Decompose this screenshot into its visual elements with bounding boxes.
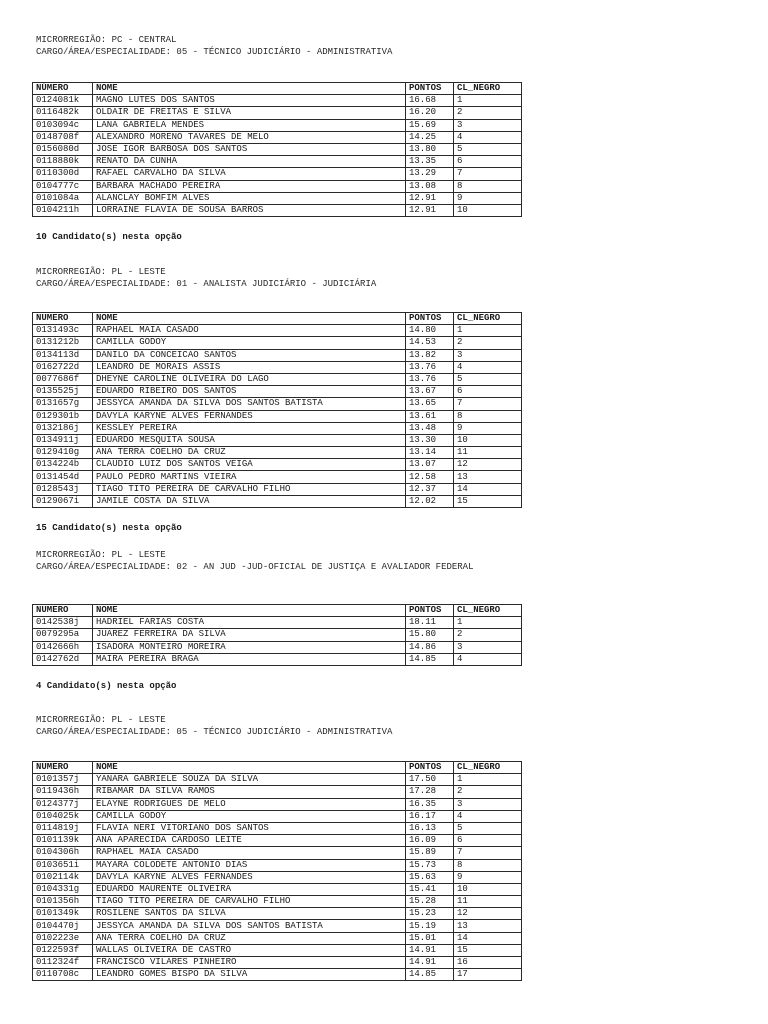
nome-cell: HADRIEL FARIAS COSTA (93, 617, 406, 629)
cl-negro-cell: 17 (454, 969, 522, 981)
cl-negro-cell: 15 (454, 944, 522, 956)
pontos-cell: 13.48 (406, 422, 454, 434)
header-numero: NÚMERO (33, 83, 93, 95)
cl-negro-cell: 10 (454, 204, 522, 216)
numero-cell: 0131454d (33, 471, 93, 483)
pontos-cell: 15.63 (406, 871, 454, 883)
header-cl-negro: CL_NEGRO (454, 83, 522, 95)
numero-cell: 0129301b (33, 410, 93, 422)
nome-cell: LEANDRO DE MORAIS ASSIS (93, 361, 406, 373)
nome-cell: EDUARDO MAURENTE OLIVEIRA (93, 883, 406, 895)
candidate-count-summary: 4 Candidato(s) nesta opção (36, 681, 177, 691)
nome-cell: PAULO PEDRO MARTINS VIEIRA (93, 471, 406, 483)
pontos-cell: 13.67 (406, 386, 454, 398)
nome-cell: FRANCISCO VILARES PINHEIRO (93, 957, 406, 969)
table-row (33, 969, 522, 981)
nome-cell: ALANCLAY BOMFIM ALVES (93, 192, 406, 204)
table-row (33, 386, 522, 398)
pontos-cell: 13.07 (406, 459, 454, 471)
cl-negro-cell: 4 (454, 810, 522, 822)
nome-cell: JOSE IGOR BARBOSA DOS SANTOS (93, 143, 406, 155)
pontos-cell: 13.30 (406, 434, 454, 446)
pontos-cell: 14.91 (406, 957, 454, 969)
header-numero: NUMERO (33, 605, 93, 617)
nome-cell: CAMILLA GODOY (93, 810, 406, 822)
pontos-cell: 16.17 (406, 810, 454, 822)
candidate-count-summary: 10 Candidato(s) nesta opção (36, 232, 182, 242)
numero-cell: 0103651i (33, 859, 93, 871)
pontos-cell: 15.01 (406, 932, 454, 944)
header-cl-negro: CL_NEGRO (454, 313, 522, 325)
table-row (33, 143, 522, 155)
pontos-cell: 14.80 (406, 325, 454, 337)
numero-cell: 0142762d (33, 653, 93, 665)
cl-negro-cell: 10 (454, 434, 522, 446)
numero-cell: 0122593f (33, 944, 93, 956)
header-nome: NOME (93, 83, 406, 95)
pontos-cell: 12.91 (406, 192, 454, 204)
nome-cell: JAMILE COSTA DA SILVA (93, 495, 406, 507)
cl-negro-cell: 14 (454, 932, 522, 944)
numero-cell: 0101349k (33, 908, 93, 920)
nome-cell: ANA TERRA COELHO DA CRUZ (93, 932, 406, 944)
cl-negro-cell: 13 (454, 471, 522, 483)
cargo-heading: CARGO/ÁREA/ESPECIALIDADE: 02 - AN JUD -JUD-OFICIAL DE JUSTIÇA E AVALIADOR FEDERAL (36, 562, 474, 572)
cl-negro-cell: 11 (454, 896, 522, 908)
table-row (33, 835, 522, 847)
pontos-cell: 15.23 (406, 908, 454, 920)
table-row (33, 180, 522, 192)
pontos-cell: 15.19 (406, 920, 454, 932)
cl-negro-cell: 15 (454, 495, 522, 507)
table-row (33, 156, 522, 168)
numero-cell: 0131657g (33, 398, 93, 410)
numero-cell: 0131212b (33, 337, 93, 349)
cl-negro-cell: 14 (454, 483, 522, 495)
table-row (33, 483, 522, 495)
cargo-heading: CARGO/ÁREA/ESPECIALIDADE: 05 - TÉCNICO JUDICIÁRIO - ADMINISTRATIVA (36, 727, 393, 737)
table-row (33, 337, 522, 349)
table-row (33, 883, 522, 895)
pontos-cell: 15.80 (406, 629, 454, 641)
nome-cell: LANA GABRIELA MENDES (93, 119, 406, 131)
pontos-cell: 15.41 (406, 883, 454, 895)
nome-cell: CLAUDIO LUIZ DOS SANTOS VEIGA (93, 459, 406, 471)
numero-cell: 0119436h (33, 786, 93, 798)
pontos-cell: 15.73 (406, 859, 454, 871)
nome-cell: TIAGO TITO PEREIRA DE CARVALHO FILHO (93, 896, 406, 908)
pontos-cell: 13.65 (406, 398, 454, 410)
numero-cell: 0101357j (33, 774, 93, 786)
table-row (33, 944, 522, 956)
cl-negro-cell: 5 (454, 373, 522, 385)
table-row (33, 629, 522, 641)
table-row (33, 434, 522, 446)
numero-cell: 0101356h (33, 896, 93, 908)
table-row (33, 617, 522, 629)
table-row (33, 361, 522, 373)
nome-cell: ISADORA MONTEIRO MOREIRA (93, 641, 406, 653)
cl-negro-cell: 11 (454, 447, 522, 459)
pontos-cell: 14.91 (406, 944, 454, 956)
header-cl-negro: CL_NEGRO (454, 605, 522, 617)
table-row (33, 349, 522, 361)
header-nome: NOME (93, 762, 406, 774)
numero-cell: 0104777c (33, 180, 93, 192)
table-row (33, 373, 522, 385)
table-row (33, 847, 522, 859)
pontos-cell: 15.28 (406, 896, 454, 908)
pontos-cell: 13.82 (406, 349, 454, 361)
numero-cell: 0103094c (33, 119, 93, 131)
pontos-cell: 14.85 (406, 969, 454, 981)
header-nome: NOME (93, 605, 406, 617)
table-header-row (33, 83, 522, 95)
nome-cell: ANA APARECIDA CARDOSO LEITE (93, 835, 406, 847)
table-row (33, 653, 522, 665)
numero-cell: 0131493c (33, 325, 93, 337)
table-row (33, 871, 522, 883)
nome-cell: CAMILLA GODOY (93, 337, 406, 349)
table-row (33, 119, 522, 131)
cl-negro-cell: 8 (454, 180, 522, 192)
nome-cell: RIBAMAR DA SILVA RAMOS (93, 786, 406, 798)
table-row (33, 471, 522, 483)
table-row (33, 422, 522, 434)
numero-cell: 0104331g (33, 883, 93, 895)
results-table (32, 82, 522, 217)
nome-cell: LORRAINE FLAVIA DE SOUSA BARROS (93, 204, 406, 216)
pontos-cell: 16.09 (406, 835, 454, 847)
pontos-cell: 17.28 (406, 786, 454, 798)
cargo-heading: CARGO/ÁREA/ESPECIALIDADE: 05 - TÉCNICO JUDICIÁRIO - ADMINISTRATIVA (36, 47, 393, 57)
table-row (33, 459, 522, 471)
numero-cell: 0112324f (33, 957, 93, 969)
cl-negro-cell: 7 (454, 168, 522, 180)
cl-negro-cell: 1 (454, 325, 522, 337)
cl-negro-cell: 7 (454, 847, 522, 859)
table-row (33, 447, 522, 459)
cl-negro-cell: 6 (454, 156, 522, 168)
pontos-cell: 16.20 (406, 107, 454, 119)
numero-cell: 0134911j (33, 434, 93, 446)
numero-cell: 0128543j (33, 483, 93, 495)
table-row (33, 810, 522, 822)
numero-cell: 0077686f (33, 373, 93, 385)
nome-cell: LEANDRO GOMES BISPO DA SILVA (93, 969, 406, 981)
pontos-cell: 13.29 (406, 168, 454, 180)
nome-cell: WALLAS OLIVEIRA DE CASTRO (93, 944, 406, 956)
results-table (32, 761, 522, 981)
table-row (33, 798, 522, 810)
numero-cell: 0124377j (33, 798, 93, 810)
cl-negro-cell: 10 (454, 883, 522, 895)
header-pontos: PONTOS (406, 83, 454, 95)
pontos-cell: 14.25 (406, 131, 454, 143)
cl-negro-cell: 3 (454, 119, 522, 131)
cargo-heading: CARGO/ÁREA/ESPECIALIDADE: 01 - ANALISTA JUDICIÁRIO - JUDICIÁRIA (36, 279, 377, 289)
cl-negro-cell: 4 (454, 653, 522, 665)
results-table (32, 312, 522, 508)
table-row (33, 920, 522, 932)
numero-cell: 0102223e (33, 932, 93, 944)
numero-cell: 0162722d (33, 361, 93, 373)
nome-cell: RENATO DA CUNHA (93, 156, 406, 168)
nome-cell: OLDAIR DE FREITAS E SILVA (93, 107, 406, 119)
numero-cell: 0114819j (33, 822, 93, 834)
cl-negro-cell: 1 (454, 774, 522, 786)
numero-cell: 0102114k (33, 871, 93, 883)
header-pontos: PONTOS (406, 762, 454, 774)
nome-cell: DAVYLA KARYNE ALVES FERNANDES (93, 871, 406, 883)
nome-cell: BARBARA MACHADO PEREIRA (93, 180, 406, 192)
microrregiao-heading: MICRORREGIÃO: PL - LESTE (36, 267, 166, 277)
pontos-cell: 16.68 (406, 95, 454, 107)
pontos-cell: 13.76 (406, 361, 454, 373)
cl-negro-cell: 8 (454, 859, 522, 871)
nome-cell: ALEXANDRO MORENO TAVARES DE MELO (93, 131, 406, 143)
table-row (33, 168, 522, 180)
nome-cell: EDUARDO MESQUITA SOUSA (93, 434, 406, 446)
cl-negro-cell: 2 (454, 629, 522, 641)
table-row (33, 774, 522, 786)
nome-cell: MAYARA COLODETE ANTONIO DIAS (93, 859, 406, 871)
pontos-cell: 15.69 (406, 119, 454, 131)
pontos-cell: 13.80 (406, 143, 454, 155)
cl-negro-cell: 9 (454, 422, 522, 434)
candidate-count-summary: 15 Candidato(s) nesta opção (36, 523, 182, 533)
pontos-cell: 12.02 (406, 495, 454, 507)
table-row (33, 131, 522, 143)
table-row (33, 398, 522, 410)
cl-negro-cell: 1 (454, 617, 522, 629)
nome-cell: JESSYCA AMANDA DA SILVA DOS SANTOS BATISTA (93, 920, 406, 932)
pontos-cell: 14.85 (406, 653, 454, 665)
numero-cell: 0104211h (33, 204, 93, 216)
nome-cell: RAPHAEL MAIA CASADO (93, 325, 406, 337)
numero-cell: 0124081k (33, 95, 93, 107)
pontos-cell: 12.37 (406, 483, 454, 495)
table-row (33, 896, 522, 908)
numero-cell: 0118880k (33, 156, 93, 168)
cl-negro-cell: 13 (454, 920, 522, 932)
header-pontos: PONTOS (406, 313, 454, 325)
header-pontos: PONTOS (406, 605, 454, 617)
microrregiao-heading: MICRORREGIÃO: PC - CENTRAL (36, 35, 177, 45)
cl-negro-cell: 5 (454, 143, 522, 155)
numero-cell: 0129067i (33, 495, 93, 507)
cl-negro-cell: 9 (454, 871, 522, 883)
numero-cell: 0101084a (33, 192, 93, 204)
table-row (33, 641, 522, 653)
cl-negro-cell: 2 (454, 107, 522, 119)
numero-cell: 0079295a (33, 629, 93, 641)
microrregiao-heading: MICRORREGIÃO: PL - LESTE (36, 715, 166, 725)
nome-cell: MAIRA PEREIRA BRAGA (93, 653, 406, 665)
table-row (33, 822, 522, 834)
pontos-cell: 14.53 (406, 337, 454, 349)
cl-negro-cell: 5 (454, 822, 522, 834)
pontos-cell: 16.35 (406, 798, 454, 810)
numero-cell: 0142538j (33, 617, 93, 629)
pontos-cell: 13.61 (406, 410, 454, 422)
table-row (33, 204, 522, 216)
numero-cell: 0148708f (33, 131, 93, 143)
cl-negro-cell: 4 (454, 361, 522, 373)
header-cl-negro: CL_NEGRO (454, 762, 522, 774)
table-row (33, 192, 522, 204)
nome-cell: TIAGO TITO PEREIRA DE CARVALHO FILHO (93, 483, 406, 495)
cl-negro-cell: 3 (454, 349, 522, 361)
cl-negro-cell: 8 (454, 410, 522, 422)
cl-negro-cell: 4 (454, 131, 522, 143)
nome-cell: ELAYNE RODRIGUES DE MELO (93, 798, 406, 810)
nome-cell: KESSLEY PEREIRA (93, 422, 406, 434)
cl-negro-cell: 3 (454, 641, 522, 653)
results-table (32, 604, 522, 666)
cl-negro-cell: 1 (454, 95, 522, 107)
pontos-cell: 13.08 (406, 180, 454, 192)
nome-cell: DHEYNE CAROLINE OLIVEIRA DO LAGO (93, 373, 406, 385)
nome-cell: YANARA GABRIELE SOUZA DA SILVA (93, 774, 406, 786)
table-row (33, 325, 522, 337)
pontos-cell: 13.76 (406, 373, 454, 385)
numero-cell: 0104025k (33, 810, 93, 822)
numero-cell: 0104306h (33, 847, 93, 859)
nome-cell: RAPHAEL MAIA CASADO (93, 847, 406, 859)
pontos-cell: 13.35 (406, 156, 454, 168)
cl-negro-cell: 6 (454, 386, 522, 398)
table-row (33, 495, 522, 507)
cl-negro-cell: 3 (454, 798, 522, 810)
table-row (33, 95, 522, 107)
numero-cell: 0134113d (33, 349, 93, 361)
pontos-cell: 16.13 (406, 822, 454, 834)
pontos-cell: 12.91 (406, 204, 454, 216)
numero-cell: 0156080d (33, 143, 93, 155)
pontos-cell: 14.86 (406, 641, 454, 653)
pontos-cell: 12.58 (406, 471, 454, 483)
table-row (33, 859, 522, 871)
table-row (33, 932, 522, 944)
table-header-row (33, 605, 522, 617)
microrregiao-heading: MICRORREGIÃO: PL - LESTE (36, 550, 166, 560)
numero-cell: 0129410g (33, 447, 93, 459)
numero-cell: 0101139k (33, 835, 93, 847)
numero-cell: 0116482k (33, 107, 93, 119)
nome-cell: FLAVIA NERI VITORIANO DOS SANTOS (93, 822, 406, 834)
cl-negro-cell: 12 (454, 459, 522, 471)
nome-cell: DAVYLA KARYNE ALVES FERNANDES (93, 410, 406, 422)
numero-cell: 0110708c (33, 969, 93, 981)
table-header-row (33, 313, 522, 325)
header-numero: NUMERO (33, 313, 93, 325)
table-header-row (33, 762, 522, 774)
nome-cell: ROSILENE SANTOS DA SILVA (93, 908, 406, 920)
table-row (33, 957, 522, 969)
table-row (33, 410, 522, 422)
header-nome: NOME (93, 313, 406, 325)
cl-negro-cell: 12 (454, 908, 522, 920)
pontos-cell: 17.50 (406, 774, 454, 786)
cl-negro-cell: 9 (454, 192, 522, 204)
pontos-cell: 15.89 (406, 847, 454, 859)
numero-cell: 0142666h (33, 641, 93, 653)
cl-negro-cell: 7 (454, 398, 522, 410)
nome-cell: ANA TERRA COELHO DA CRUZ (93, 447, 406, 459)
table-row (33, 786, 522, 798)
cl-negro-cell: 2 (454, 786, 522, 798)
nome-cell: EDUARDO RIBEIRO DOS SANTOS (93, 386, 406, 398)
numero-cell: 0134224b (33, 459, 93, 471)
pontos-cell: 13.14 (406, 447, 454, 459)
nome-cell: JUAREZ FERREIRA DA SILVA (93, 629, 406, 641)
numero-cell: 0132186j (33, 422, 93, 434)
table-row (33, 107, 522, 119)
numero-cell: 0110300d (33, 168, 93, 180)
cl-negro-cell: 6 (454, 835, 522, 847)
numero-cell: 0104470j (33, 920, 93, 932)
nome-cell: JESSYCA AMANDA DA SILVA DOS SANTOS BATISTA (93, 398, 406, 410)
pontos-cell: 18.11 (406, 617, 454, 629)
cl-negro-cell: 16 (454, 957, 522, 969)
table-row (33, 908, 522, 920)
nome-cell: DANILO DA CONCEICAO SANTOS (93, 349, 406, 361)
cl-negro-cell: 2 (454, 337, 522, 349)
nome-cell: MAGNO LUTES DOS SANTOS (93, 95, 406, 107)
nome-cell: RAFAEL CARVALHO DA SILVA (93, 168, 406, 180)
header-numero: NUMERO (33, 762, 93, 774)
numero-cell: 0135525j (33, 386, 93, 398)
